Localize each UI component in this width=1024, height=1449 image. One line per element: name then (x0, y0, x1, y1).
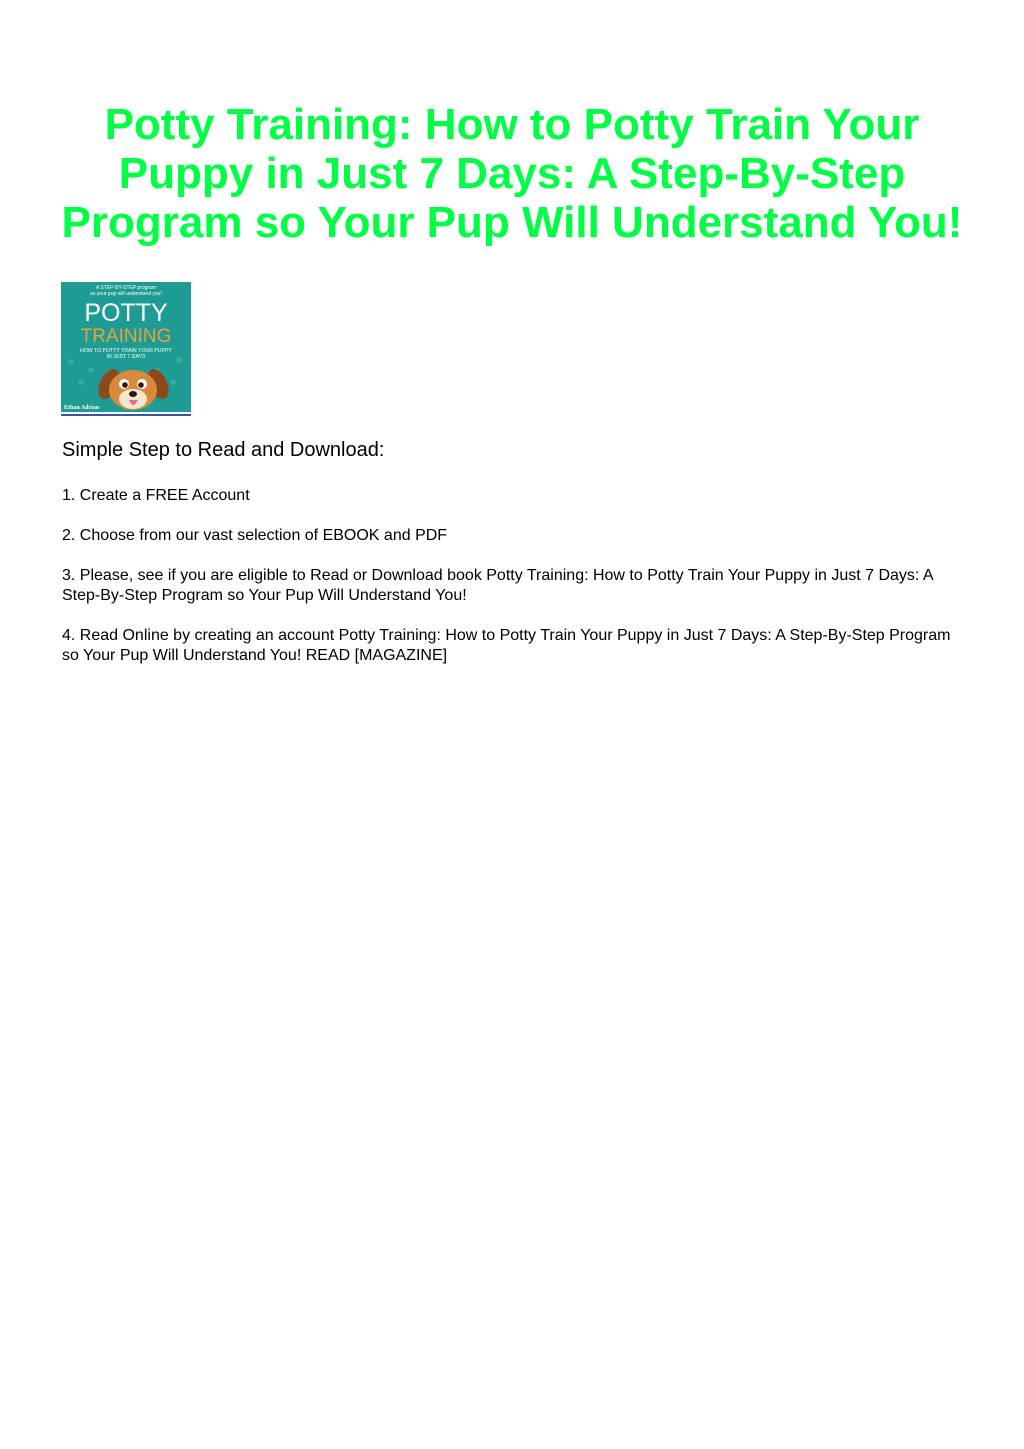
steps-list (62, 486, 962, 686)
title-line-3: Program so Your Pup Will Understand You! (61, 198, 963, 247)
book-cover-image (61, 282, 191, 412)
cover-subtitle-1: HOW TO POTTY TRAIN YOUR PUPPY (79, 348, 173, 354)
step-3: 3. Please, see if you are eligible to Read or Download book Potty Training: How to Potty Train Your Puppy in Just 7 Days: A Step-By-Step Program so Your Pup Will Understand You! (62, 567, 933, 604)
book-cover-link[interactable] (61, 282, 191, 416)
step-4: 4. Read Online by creating an account Potty Training: How to Potty Train Your Puppy in Just 7 Days: A Step-By-Step Program so Your Pup Will Understand You! READ [MAGAZINE] (62, 627, 951, 664)
cover-subtitle-2: IN JUST 7 DAYS (106, 354, 146, 360)
cover-word-potty: POTTY (84, 299, 168, 327)
cover-tagline-2: so your pup will understand you! (90, 291, 162, 297)
title-line-1: Potty Training: How to Potty Train Your (104, 100, 920, 149)
page-title (40, 100, 984, 247)
step-1: 1. Create a FREE Account (62, 487, 250, 504)
cover-word-training: TRAINING (80, 326, 172, 347)
cover-tagline-1: A STEP-BY-STEP program (95, 285, 157, 291)
book-cover-art (61, 282, 191, 412)
download-steps-heading: Simple Step to Read and Download: (62, 439, 385, 461)
title-line-2: Puppy in Just 7 Days: A Step-By-Step (118, 149, 906, 198)
cover-author: Ethan Adrian (64, 405, 100, 411)
step-2: 2. Choose from our vast selection of EBOOK and PDF (62, 527, 448, 544)
